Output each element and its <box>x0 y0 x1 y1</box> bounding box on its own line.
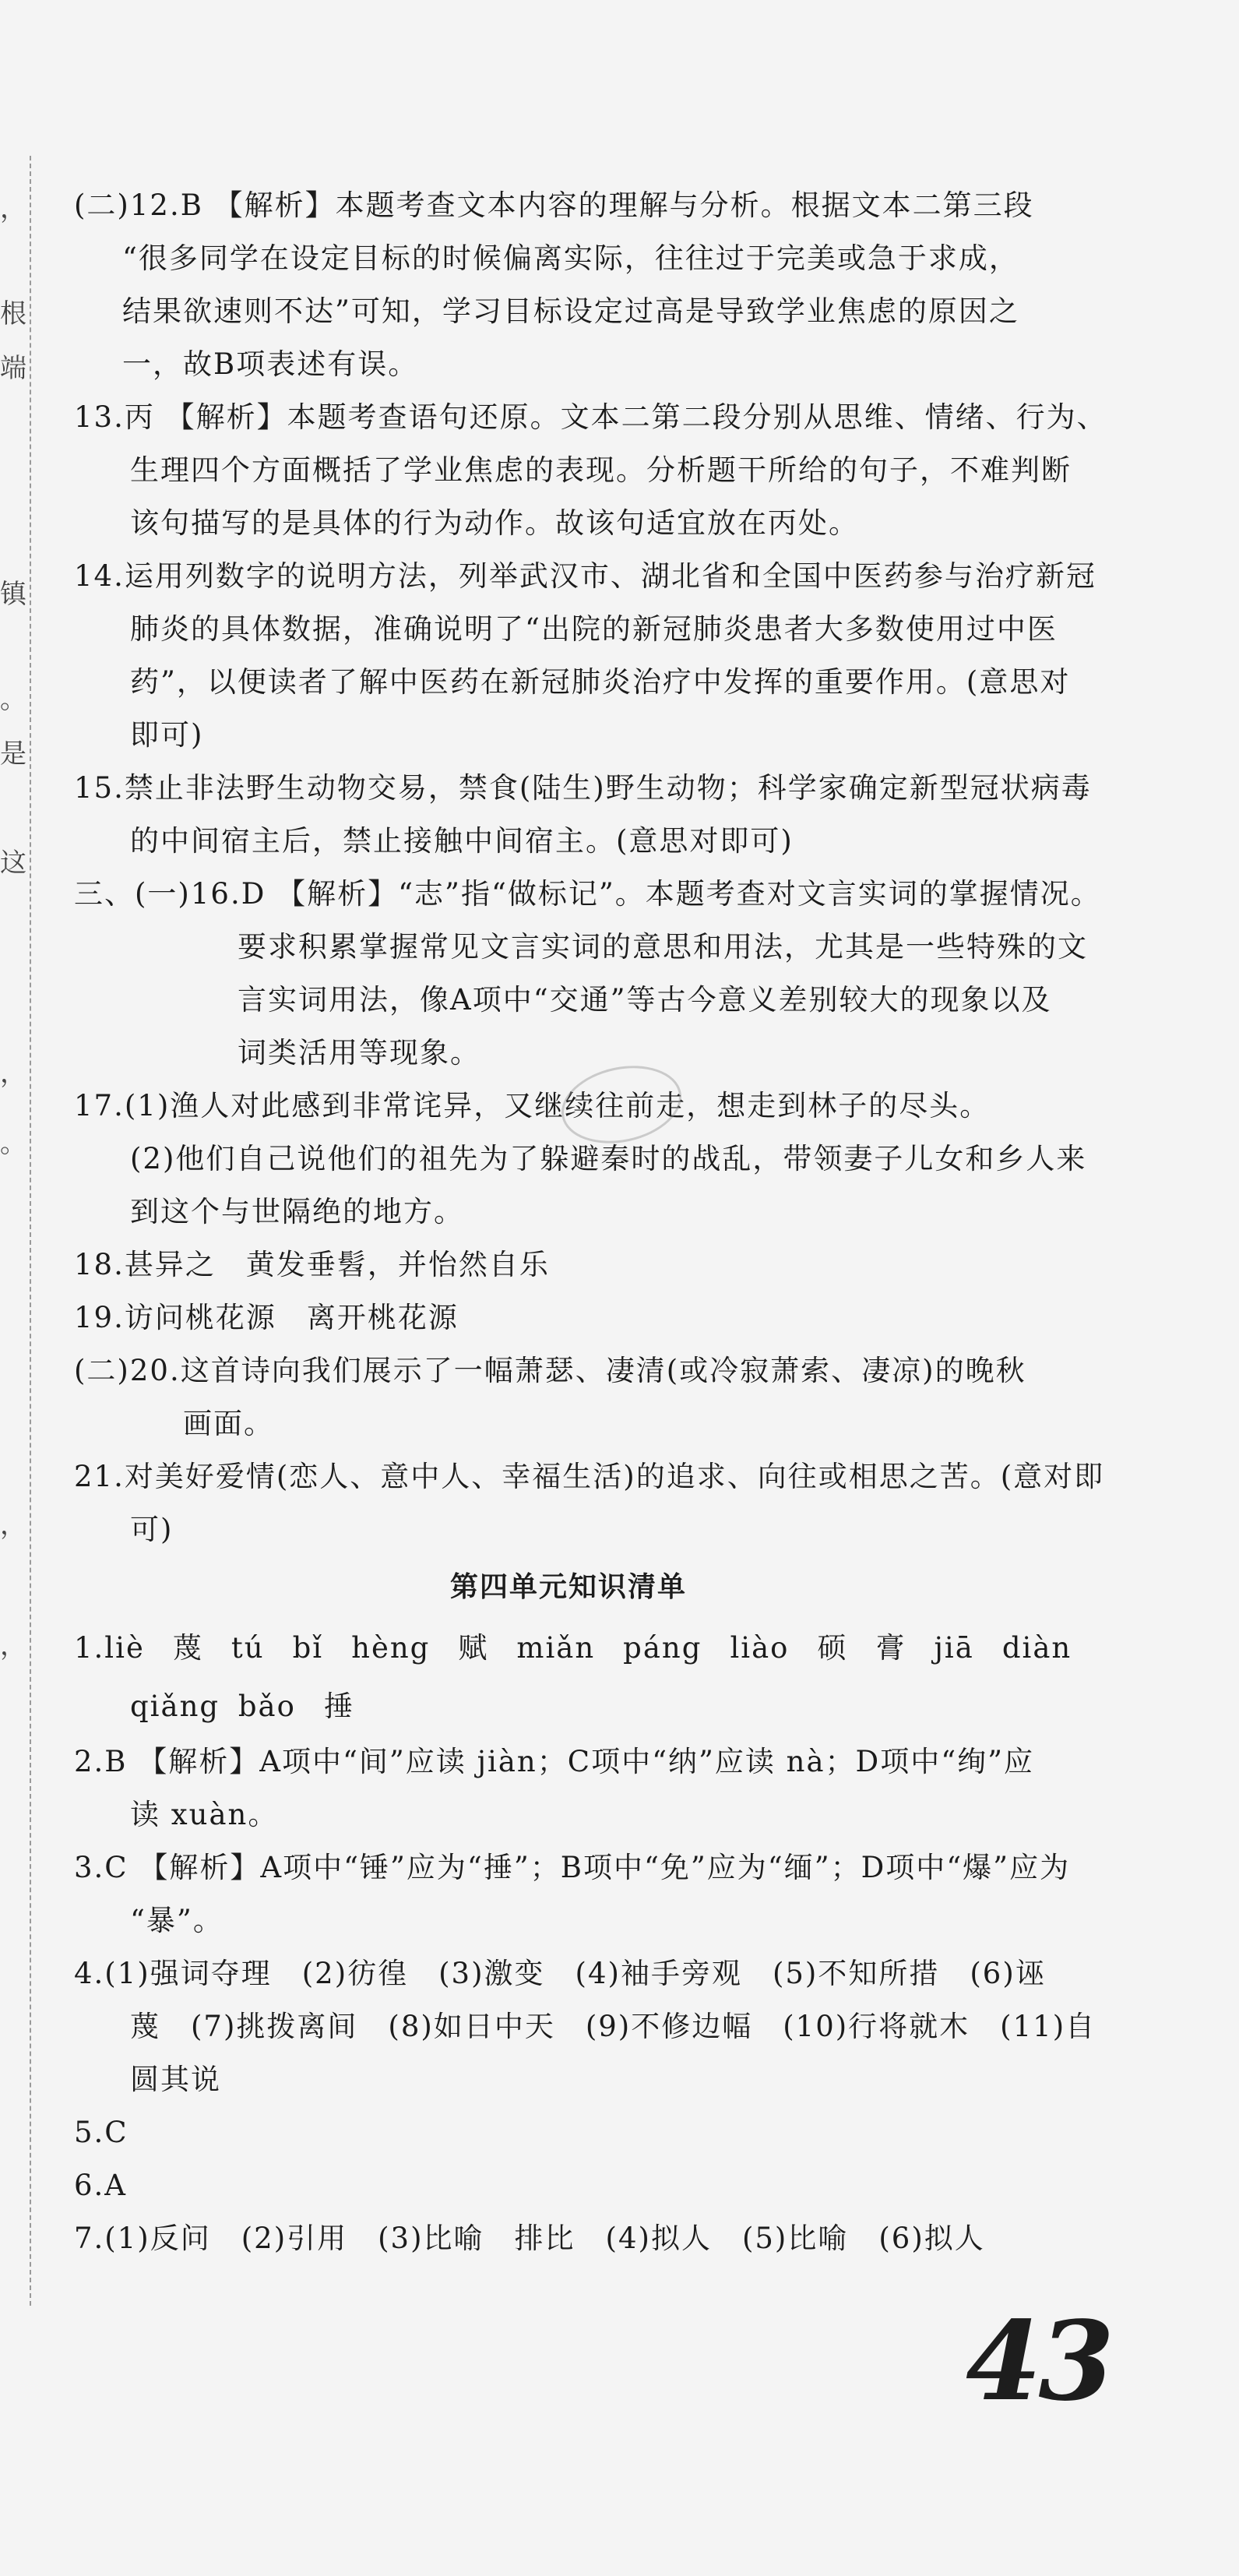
answer-line: 19.访问桃花源 离开桃花源 <box>74 1301 459 1334</box>
answer-line: 结果欲速则不达”可知，学习目标设定过高是导致学业焦虑的原因之 <box>122 294 1019 328</box>
answer-line: 读 xuàn。 <box>130 1798 279 1831</box>
answer-line: 6.A <box>74 2169 128 2202</box>
edge-mark: ， <box>0 1630 26 1662</box>
pinyin-row-2 <box>74 1677 1110 1736</box>
edge-mark: ， <box>0 193 26 224</box>
answer-line: 要求积累掌握常见文言实词的意思和用法，尤其是一些特殊的文 <box>238 930 1088 964</box>
pinyin-item: páng <box>623 1631 702 1665</box>
answer-line: 2.B 【解析】A项中“间”应读 jiàn；C项中“纳”应读 nà；D项中“绚”应 <box>74 1745 1035 1778</box>
answer-line: 到这个与世隔绝的地方。 <box>130 1195 464 1228</box>
answer-line: “暴”。 <box>130 1904 224 1937</box>
edge-mark: ， <box>0 1510 26 1541</box>
edge-mark: 。 <box>0 1128 26 1159</box>
answer-line: 药”，以便读者了解中医药在新冠肺炎治疗中发挥的重要作用。(意思对 <box>130 665 1071 699</box>
edge-mark: 镇 <box>0 579 26 610</box>
answer-line: 21.对美好爱情(恋人、意中人、幸福生活)的追求、向往或相思之苦。(意对即 <box>74 1460 1105 1493</box>
answer-line: 即可) <box>130 718 204 752</box>
pinyin-item: 1.liè <box>74 1631 145 1665</box>
pinyin-item: 捶 <box>323 1690 354 1723</box>
binding-dashed-line <box>30 156 31 2306</box>
answer-line: 可) <box>130 1513 174 1546</box>
answer-line: 15.禁止非法野生动物交易，禁食(陆生)野生动物；科学家确定新型冠状病毒 <box>74 771 1092 805</box>
pinyin-item: liào <box>730 1631 790 1665</box>
answer-line: 三、(一)16.D 【解析】“志”指“做标记”。本题考查对文言实词的掌握情况。 <box>74 877 1101 911</box>
answer-line: 该句描写的是具体的行为动作。故该句适宜放在丙处。 <box>130 506 859 540</box>
answer-line: 7.(1)反问 (2)引用 (3)比喻 排比 (4)拟人 (5)比喻 (6)拟人 <box>74 2222 985 2255</box>
section-title: 第四单元知识清单 <box>449 1571 687 1603</box>
edge-mark: ， <box>0 1058 26 1089</box>
answers-part-one <box>74 179 1110 1556</box>
answer-line: 18.甚异之 黄发垂髫，并怡然自乐 <box>74 1248 550 1281</box>
pinyin-item: tú <box>231 1631 265 1665</box>
edge-mark: 。 <box>0 684 26 715</box>
pinyin-row-1 <box>74 1619 1110 1677</box>
pinyin-item: diàn <box>1001 1631 1072 1665</box>
pinyin-item: 硕 <box>817 1631 848 1665</box>
answer-line: 词类活用等现象。 <box>238 1036 480 1070</box>
answer-line: “很多同学在设定目标的时候偏离实际，往往过于完美或急于求成， <box>122 241 1019 275</box>
pinyin-item: hèng <box>351 1631 431 1665</box>
answer-content <box>74 179 1110 2265</box>
pinyin-item: qiǎng bǎo <box>130 1690 296 1723</box>
answers-part-two <box>74 1736 1110 2265</box>
answer-line: 4.(1)强词夺理 (2)彷徨 (3)激变 (4)袖手旁观 (5)不知所措 (6)诬 <box>74 1957 1046 1990</box>
pinyin-item: jiā <box>934 1631 974 1665</box>
answer-line: 蔑 (7)挑拨离间 (8)如日中天 (9)不修边幅 (10)行将就木 (11)自 <box>130 2010 1096 2043</box>
edge-mark: 根 <box>0 298 26 329</box>
edge-mark: 是 <box>0 738 26 770</box>
pinyin-item: bǐ <box>292 1631 324 1665</box>
answer-line: 14.运用列数字的说明方法，列举武汉市、湖北省和全国中医药参与治疗新冠 <box>74 559 1096 593</box>
edge-mark: 端 <box>0 353 26 384</box>
answer-line: (2)他们自己说他们的祖先为了躲避秦时的战乱，带领妻子儿女和乡人来 <box>130 1142 1087 1175</box>
answer-line: 画面。 <box>183 1407 274 1440</box>
answer-line: 肺炎的具体数据，准确说明了“出院的新冠肺炎患者大多数使用过中医 <box>130 612 1058 646</box>
answer-line: 一，故B项表述有误。 <box>122 347 419 381</box>
answer-line: 圆其说 <box>130 2063 221 2096</box>
pinyin-item: 膏 <box>875 1631 906 1665</box>
answer-line: 的中间宿主后，禁止接触中间宿主。(意思对即可) <box>130 824 794 858</box>
answer-line: 生理四个方面概括了学业焦虑的表现。分析题干所给的句子，不难判断 <box>130 453 1072 487</box>
answer-line: 5.C <box>74 2116 128 2149</box>
pinyin-item: 赋 <box>458 1631 489 1665</box>
pinyin-item: 蔑 <box>172 1631 203 1665</box>
answer-line: 言实词用法，像A项中“交通”等古今意义差别较大的现象以及 <box>238 983 1052 1017</box>
answer-line: (二)20.这首诗向我们展示了一幅萧瑟、凄清(或冷寂萧索、凄凉)的晚秋 <box>74 1354 1026 1387</box>
answer-line: 17.(1)渔人对此感到非常诧异，又继续往前走，想走到林子的尽头。 <box>74 1089 991 1122</box>
pinyin-item: miǎn <box>516 1631 596 1665</box>
page-number: 43 <box>966 2298 1111 2426</box>
edge-mark: 这 <box>0 848 26 879</box>
answer-line: 13.丙 【解析】本题考查语句还原。文本二第二段分别从思维、情绪、行为、 <box>74 400 1107 434</box>
answer-line: (二)12.B 【解析】本题考查文本内容的理解与分析。根据文本二第三段 <box>74 189 1034 222</box>
answer-line: 3.C 【解析】A项中“锤”应为“捶”；B项中“免”应为“缅”；D项中“爆”应为 <box>74 1851 1071 1884</box>
